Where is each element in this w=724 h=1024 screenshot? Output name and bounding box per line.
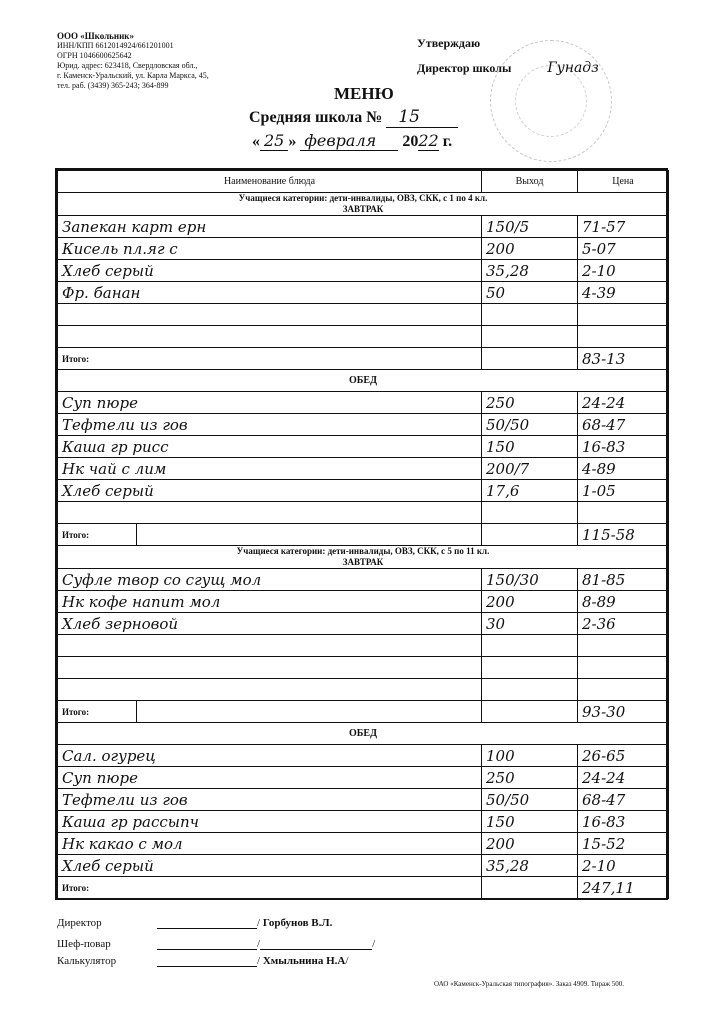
school-line	[249, 107, 458, 128]
date-year-suffix: 22	[418, 131, 439, 150]
meal-label: ЗАВТРАК	[342, 204, 384, 214]
table-row	[58, 282, 669, 304]
table-row	[58, 216, 669, 238]
dish-output: 50/50	[482, 414, 578, 436]
date-suffix: г.	[442, 133, 453, 150]
dish-name: Хлеб серый	[58, 260, 482, 282]
table-row	[58, 833, 669, 855]
dish-output: 50/50	[482, 789, 578, 811]
dish-price: 1-05	[578, 480, 669, 502]
table-row	[58, 745, 669, 767]
dish-output: 17,6	[482, 480, 578, 502]
dish-output: 100	[482, 745, 578, 767]
dish-name: Хлеб серый	[58, 480, 482, 502]
dish-price: 71-57	[578, 216, 669, 238]
date-year-prefix: 20	[402, 133, 419, 150]
dish-price: 16-83	[578, 811, 669, 833]
school-label: Средняя школа №	[249, 109, 383, 126]
table-row	[58, 789, 669, 811]
meal-row	[58, 370, 669, 392]
dish-output: 150	[482, 436, 578, 458]
dish-output: 250	[482, 767, 578, 789]
dish-name: Суфле твор со сгущ мол	[58, 569, 482, 591]
table-row	[58, 767, 669, 789]
dish-name: Фр. банан	[58, 282, 482, 304]
total-value: 115-58	[578, 524, 669, 546]
director-name: Горбунов В.Л.	[262, 917, 333, 929]
dish-output: 150/5	[482, 216, 578, 238]
org-line: тел. раб. (3439) 365-243; 364-899	[57, 81, 169, 90]
total-row	[58, 877, 669, 899]
menu-table	[57, 170, 669, 899]
total-label: Итого:	[58, 701, 137, 723]
dish-name: Нк чай с лим	[58, 458, 482, 480]
name-line	[260, 937, 372, 950]
meal-label: ЗАВТРАК	[342, 557, 384, 567]
date-month: февраля	[300, 131, 398, 151]
org-line: ИНН/КПП 6612014924/661201001	[57, 41, 174, 50]
dish-name: Тефтели из гов	[58, 414, 482, 436]
director-signature: Гунадз	[547, 60, 599, 76]
empty-row	[58, 679, 669, 701]
director-label: Директор	[57, 917, 102, 929]
dish-output: 50	[482, 282, 578, 304]
dish-output: 150	[482, 811, 578, 833]
total-row	[58, 348, 669, 370]
dish-name: Хлеб зерновой	[58, 613, 482, 635]
dish-price: 68-47	[578, 789, 669, 811]
dish-name: Каша гр рисс	[58, 436, 482, 458]
dish-price: 2-10	[578, 260, 669, 282]
dish-name: Кисель пл.яг с	[58, 238, 482, 260]
col-header-price: Цена	[578, 171, 669, 193]
dish-name: Запекан карт ерн	[58, 216, 482, 238]
date-day: 25	[260, 131, 288, 151]
date-line: « 25 » февраля 2022 г.	[252, 131, 453, 150]
org-line: Юрид. адрес: 623418, Свердловская обл.,	[57, 61, 198, 70]
total-label: Итого:	[58, 348, 482, 370]
col-header-dish: Наименование блюда	[58, 171, 482, 193]
table-row	[58, 591, 669, 613]
dish-name: Нк какао с мол	[58, 833, 482, 855]
table-row	[58, 569, 669, 591]
dish-price: 24-24	[578, 392, 669, 414]
dish-output: 35,28	[482, 260, 578, 282]
chef-label: Шеф-повар	[57, 938, 111, 950]
section-row	[58, 546, 669, 569]
table-row	[58, 436, 669, 458]
org-name: ООО «Школьник»	[57, 31, 134, 41]
meal-row	[58, 723, 669, 745]
page-title: МЕНЮ	[334, 84, 394, 103]
signature-line	[157, 954, 257, 967]
dish-output: 250	[482, 392, 578, 414]
empty-row	[58, 326, 669, 348]
table-row	[58, 855, 669, 877]
dish-price: 26-65	[578, 745, 669, 767]
table-row	[58, 458, 669, 480]
dish-output: 35,28	[482, 855, 578, 877]
signature-line	[157, 916, 257, 929]
empty-row	[58, 502, 669, 524]
approve-director	[417, 60, 599, 76]
dish-output: 200	[482, 238, 578, 260]
dish-output: 200/7	[482, 458, 578, 480]
dish-name: Тефтели из гов	[58, 789, 482, 811]
approve-label: Утверждаю	[417, 36, 481, 50]
org-line: г. Каменск-Уральский, ул. Карла Маркса, 45,	[57, 71, 209, 80]
dish-price: 24-24	[578, 767, 669, 789]
table-row	[58, 613, 669, 635]
dish-price: 68-47	[578, 414, 669, 436]
table-row	[58, 414, 669, 436]
total-label: Итого:	[58, 877, 482, 899]
dish-price: 4-39	[578, 282, 669, 304]
dish-name: Хлеб серый	[58, 855, 482, 877]
total-label: Итого:	[58, 524, 137, 546]
table-row	[58, 238, 669, 260]
director-signature-line: Директор / Горбунов В.Л.	[57, 917, 333, 929]
dish-price: 16-83	[578, 436, 669, 458]
table-row	[58, 392, 669, 414]
total-row	[58, 524, 669, 546]
table-row	[58, 260, 669, 282]
section-title: Учащиеся категории: дети-инвалиды, ОВЗ, СКК, с 5 по 11 кл.	[236, 546, 490, 556]
total-value: 247,11	[578, 877, 669, 899]
dish-price: 8-89	[578, 591, 669, 613]
signature-line	[157, 937, 257, 950]
table-row	[58, 480, 669, 502]
dish-price: 2-10	[578, 855, 669, 877]
meal-label: ОБЕД	[58, 370, 669, 392]
table-header	[58, 171, 669, 193]
dish-output: 200	[482, 833, 578, 855]
col-header-output: Выход	[482, 171, 578, 193]
calculator-name: Хмыльнина Н.А	[262, 955, 346, 967]
chef-signature-line: Шеф-повар / /	[57, 938, 376, 950]
empty-row	[58, 304, 669, 326]
empty-row	[58, 657, 669, 679]
dish-price: 81-85	[578, 569, 669, 591]
dish-output: 200	[482, 591, 578, 613]
dish-name: Нк кофе напит мол	[58, 591, 482, 613]
dish-price: 5-07	[578, 238, 669, 260]
dish-name: Суп пюре	[58, 392, 482, 414]
calculator-signature-line: Калькулятор / Хмыльнина Н.А/	[57, 955, 349, 967]
section-row	[58, 193, 669, 216]
dish-price: 15-52	[578, 833, 669, 855]
total-value: 83-13	[578, 348, 669, 370]
meal-label: ОБЕД	[58, 723, 669, 745]
dish-price: 4-89	[578, 458, 669, 480]
dish-name: Сал. огурец	[58, 745, 482, 767]
school-number: 15	[386, 107, 458, 128]
dish-price: 2-36	[578, 613, 669, 635]
printer-note: ОАО «Каменск-Уральская типография». Заказ 4909. Тираж 500.	[434, 980, 625, 988]
dish-output: 150/30	[482, 569, 578, 591]
dish-output: 30	[482, 613, 578, 635]
director-school-label: Директор школы	[417, 61, 512, 75]
dish-name: Суп пюре	[58, 767, 482, 789]
section-title: Учащиеся категории: дети-инвалиды, ОВЗ, СКК, с 1 по 4 кл.	[238, 193, 488, 203]
dish-name: Каша гр рассыпч	[58, 811, 482, 833]
total-value: 93-30	[578, 701, 669, 723]
total-row	[58, 701, 669, 723]
org-line: ОГРН 1046600625642	[57, 51, 132, 60]
calculator-label: Калькулятор	[57, 955, 117, 967]
empty-row	[58, 635, 669, 657]
table-row	[58, 811, 669, 833]
organization-block	[57, 31, 209, 91]
